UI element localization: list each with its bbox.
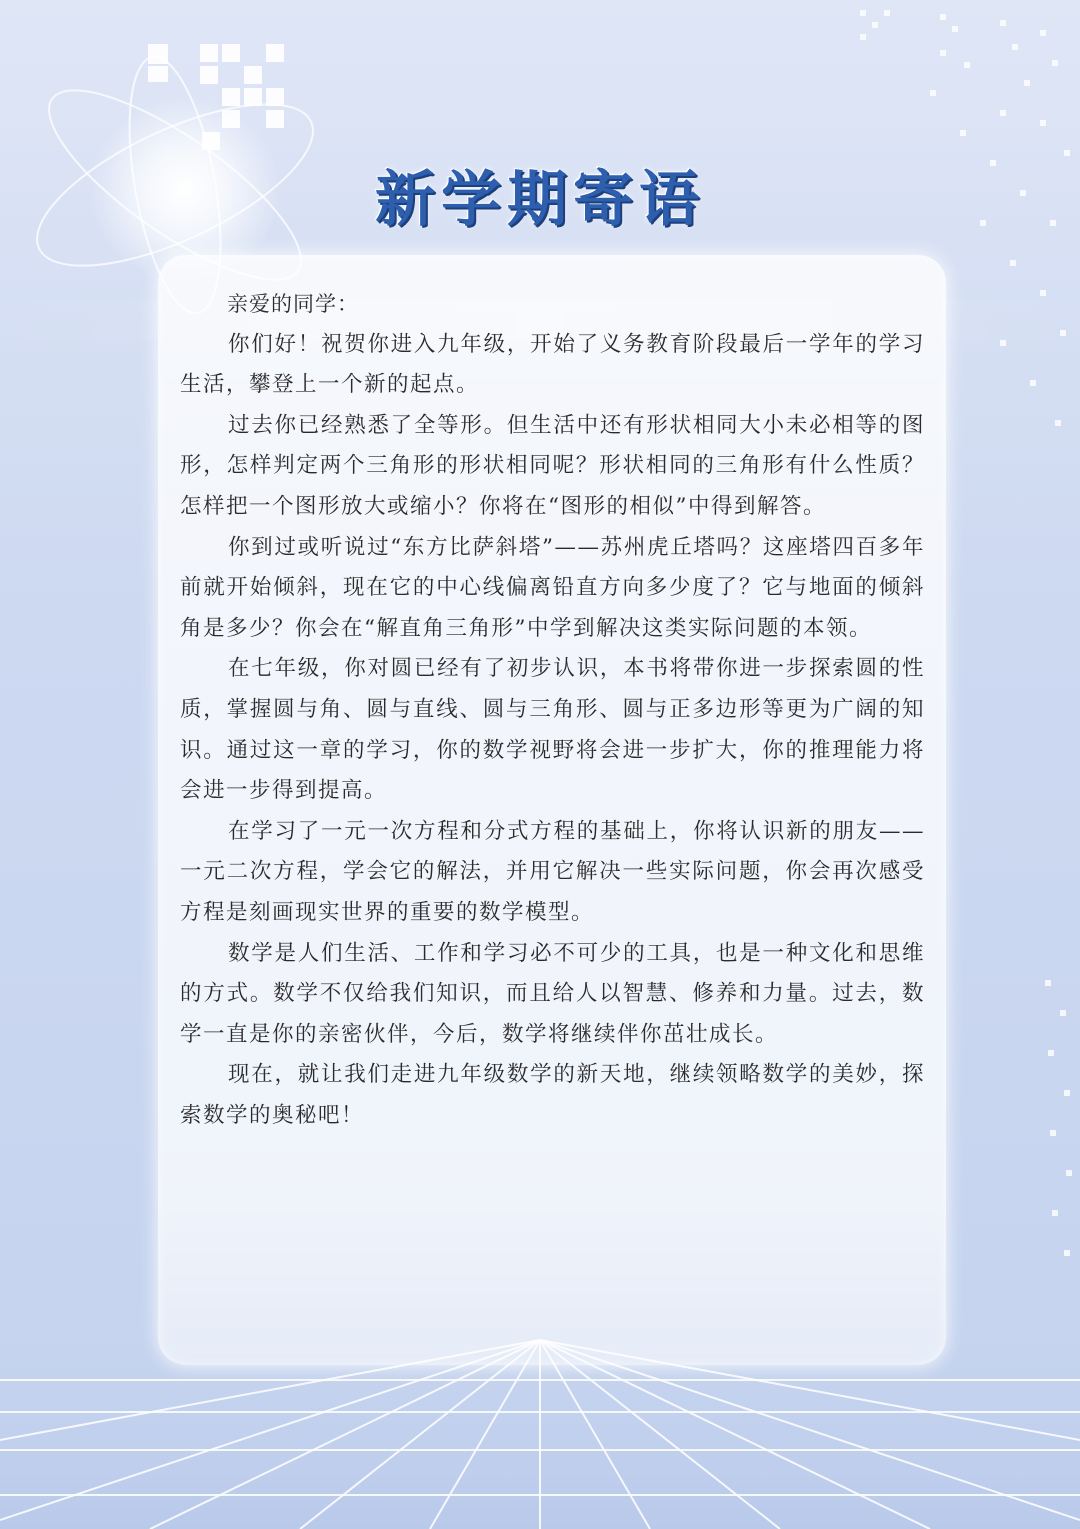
letter-body bbox=[180, 284, 925, 1136]
letter-paragraph: 你们好！祝贺你进入九年级，开始了义务教育阶段最后一学年的学习生活，攀登上一个新的起点。 bbox=[180, 331, 925, 398]
letter-paragraph: 数学是人们生活、工作和学习必不可少的工具，也是一种文化和思维的方式。数学不仅给我们知识，而且给人以智慧、修养和力量。过去，数学一直是你的亲密伙伴，今后，数学将继续伴你茁壮成长。 bbox=[180, 940, 925, 1047]
letter-paragraph: 现在，就让我们走进九年级数学的新天地，继续领略数学的美妙，探索数学的奥秘吧！ bbox=[180, 1062, 925, 1128]
letter-paragraph: 你到过或听说过“东方比萨斜塔”——苏州虎丘塔吗？这座塔四百多年前就开始倾斜，现在它的中心线偏离铅直方向多少度了？它与地面的倾斜角是多少？你会在“解直角三角形”中学到解决这类实际问题的本领。 bbox=[180, 534, 925, 641]
letter-paragraph: 在七年级，你对圆已经有了初步认识，本书将带你进一步探索圆的性质，掌握圆与角、圆与直线、圆与三角形、圆与正多边形等更为广阔的知识。通过这一章的学习，你的数学视野将会进一步扩大，你的推理能力将会进一步得到提高。 bbox=[180, 656, 925, 804]
page-title: 新学期寄语 bbox=[375, 165, 705, 235]
letter-paragraph: 过去你已经熟悉了全等形。但生活中还有形状相同大小未必相等的图形，怎样判定两个三角形的形状相同呢？形状相同的三角形有什么性质？怎样把一个图形放大或缩小？你将在“图形的相似”中得到解答。 bbox=[180, 412, 925, 519]
letter-greeting: 亲爱的同学： bbox=[227, 292, 359, 316]
letter-paragraph: 在学习了一元一次方程和分式方程的基础上，你将认识新的朋友——一元二次方程，学会它的解法，并用它解决一些实际问题，你会再次感受方程是刻画现实世界的重要的数学模型。 bbox=[180, 818, 925, 925]
